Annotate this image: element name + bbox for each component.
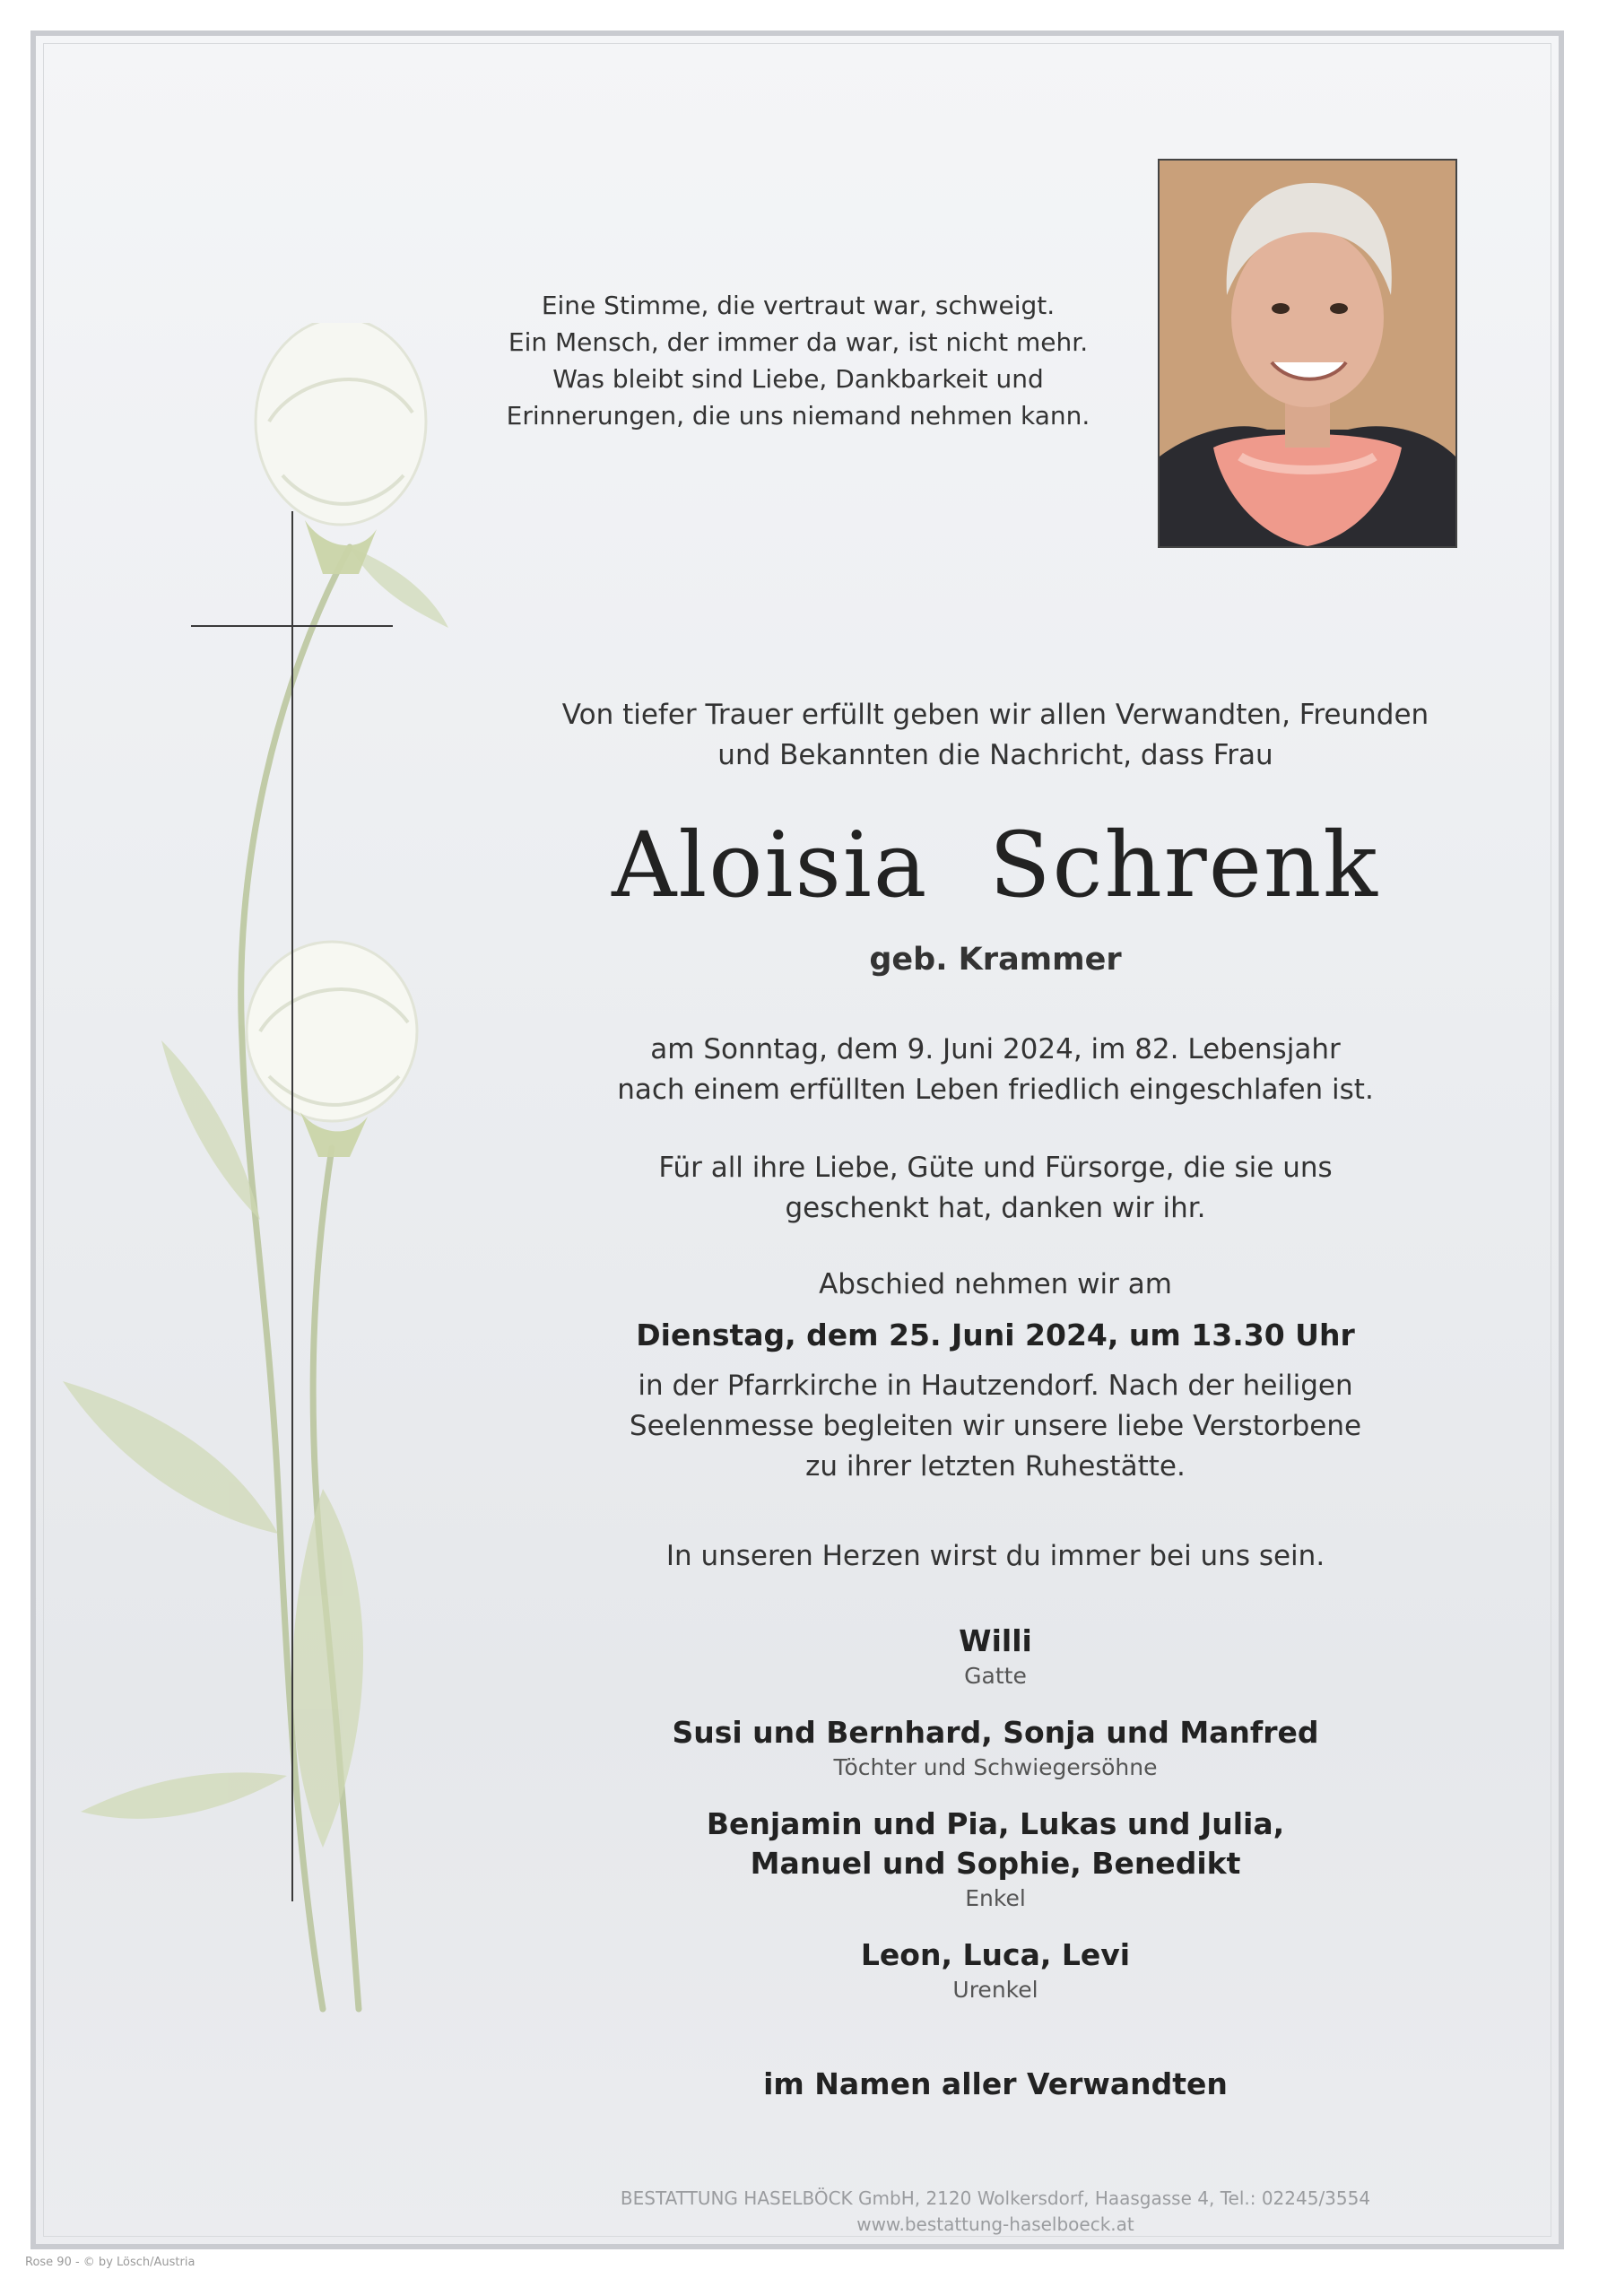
cross-vertical [291,511,293,1901]
announcement-intro [502,695,1489,776]
mourner-group [502,1713,1489,1783]
mourner-names: Benjamin und Pia, Lukas und Julia, [706,1806,1285,1841]
quote-line: Ein Mensch, der immer da war, ist nicht mehr. [508,327,1089,357]
quote-line: Was bleibt sind Liebe, Dankbarkeit und [552,364,1044,394]
church-line: Seelenmesse begleiten wir unsere liebe Verstorbene [629,1410,1362,1442]
mourner-relation: Töchter und Schwiegersöhne [833,1754,1158,1780]
death-line: nach einem erfüllten Leben friedlich eingeschlafen ist. [617,1074,1374,1106]
maiden-name: geb. Krammer [869,942,1122,978]
intro-line: und Bekannten die Nachricht, dass Frau [717,739,1273,771]
thanks-line: Für all ihre Liebe, Güte und Fürsorge, die sie uns [658,1152,1333,1184]
mourner-group [502,1805,1489,1914]
thanks-text [502,1148,1489,1229]
mourner-names: Leon, Luca, Levi [860,1937,1131,1972]
portrait-illustration [1160,161,1455,546]
mourner-names: Willi [959,1623,1032,1658]
death-line: am Sonntag, dem 9. Juni 2024, im 82. Lebensjahr [650,1033,1341,1065]
cross-horizontal [191,625,393,627]
mourner-group [502,1622,1489,1692]
farewell-date: Dienstag, dem 25. Juni 2024, um 13.30 Uhr [636,1318,1355,1352]
deceased-name: Aloisia Schrenk [612,813,1379,918]
hearts-line: In unseren Herzen wirst du immer bei uns sein. [665,1540,1325,1572]
funeral-home-website: www.bestattung-haselboeck.at [856,2213,1134,2235]
rose-decoration [54,323,484,2027]
signoff: im Namen aller Verwandten [763,2066,1228,2101]
quote-line: Erinnerungen, die uns niemand nehmen kann. [506,401,1090,430]
thanks-line: geschenkt hat, danken wir ihr. [785,1192,1206,1224]
church-line: in der Pfarrkirche in Hautzendorf. Nach der heiligen [638,1370,1353,1402]
quote-line: Eine Stimme, die vertraut war, schweigt. [541,291,1056,320]
portrait-photo [1158,159,1457,548]
mourners-list [502,1622,1489,2025]
copyright-note: Rose 90 - © by Lösch/Austria [25,2256,195,2269]
church-line: zu ihrer letzten Ruhestätte. [805,1450,1186,1483]
mourner-group [502,1935,1489,2005]
mourner-relation: Gatte [964,1663,1027,1689]
memorial-quote [484,287,1112,434]
church-details [502,1366,1489,1487]
mourner-relation: Urenkel [952,1977,1038,2003]
farewell-intro: Abschied nehmen wir am [819,1268,1172,1300]
mourner-names: Susi und Bernhard, Sonja und Manfred [672,1715,1319,1750]
mourner-relation: Enkel [965,1885,1026,1911]
funeral-home-footer [502,2186,1489,2238]
funeral-home-address: BESTATTUNG HASELBÖCK GmbH, 2120 Wolkersdorf, Haasgasse 4, Tel.: 02245/3554 [620,2187,1371,2209]
intro-line: Von tiefer Trauer erfüllt geben wir allen Verwandten, Freunden [561,699,1429,731]
death-details [502,1030,1489,1110]
mourner-names: Manuel und Sophie, Benedikt [750,1846,1241,1881]
